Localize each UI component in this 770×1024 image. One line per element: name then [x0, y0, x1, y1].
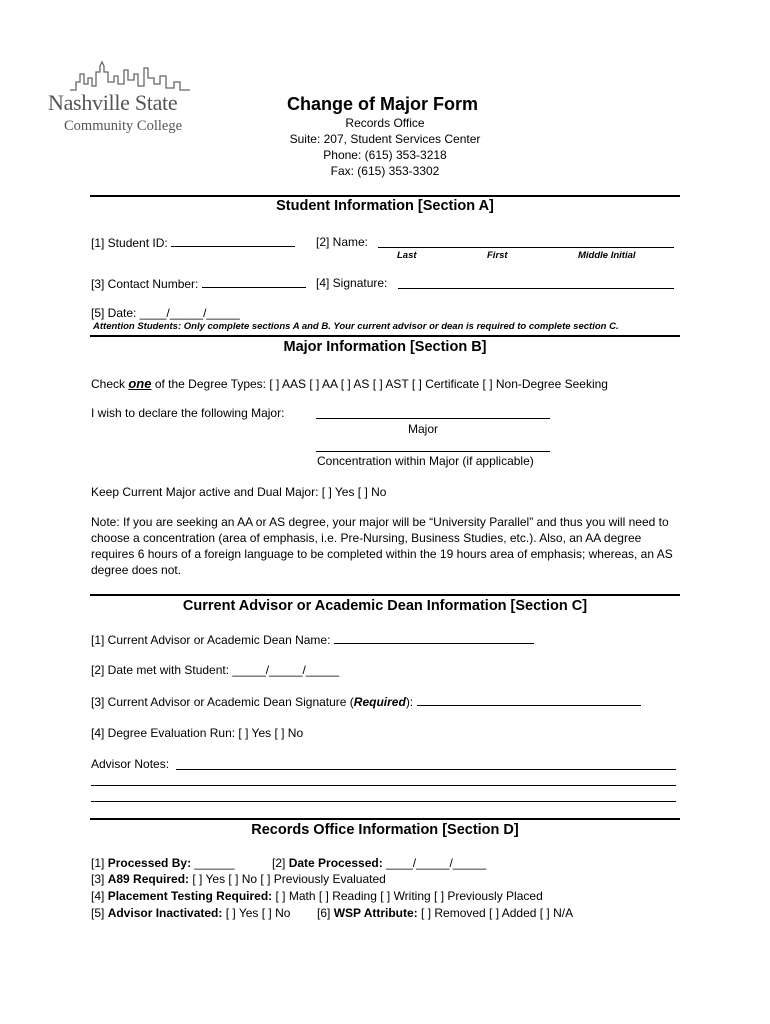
degree-type-line — [91, 376, 608, 391]
attention-note: Attention Students: Only complete sections A and B. Your current advisor or dean is required to complete section C. — [93, 321, 619, 332]
inactivated-label: Advisor Inactivated: — [107, 906, 223, 920]
advisor-signature-suffix: ): — [405, 695, 414, 709]
advisor-notes-line-3[interactable] — [91, 801, 676, 802]
check-one-emphasis: one — [128, 376, 152, 391]
student-id-blank[interactable] — [171, 235, 295, 247]
advisor-signature-field[interactable] — [91, 694, 641, 709]
declare-major-label: I wish to declare the following Major: — [91, 406, 285, 420]
wsp-row — [317, 906, 573, 920]
contact-number-label: [3] Contact Number: — [91, 277, 199, 291]
wsp-label: WSP Attribute: — [333, 906, 418, 920]
contact-number-field[interactable] — [91, 276, 306, 291]
degree-evaluation-options[interactable]: [4] Degree Evaluation Run: [ ] Yes [ ] No — [91, 726, 304, 740]
inactivated-num: [5] — [91, 906, 105, 920]
advisor-name-label: [1] Current Advisor or Academic Dean Name: — [91, 633, 331, 647]
student-id-label: [1] Student ID: — [91, 236, 168, 250]
office-phone: Phone: (615) 353-3218 — [323, 148, 447, 162]
advisor-name-blank[interactable] — [334, 632, 534, 644]
advisor-notes-line-2[interactable] — [91, 785, 676, 786]
student-signature-label: [4] Signature: — [316, 276, 388, 290]
date-processed-blank[interactable]: ____/_____/_____ — [386, 856, 487, 870]
check-prefix: Check — [91, 377, 126, 391]
student-signature-blank[interactable] — [398, 288, 674, 289]
degree-type-options[interactable]: of the Degree Types: [ ] AAS [ ] AA [ ] AS [ ] AST [ ] Certificate [ ] Non-Degree Seeking — [154, 377, 608, 391]
inactivated-options[interactable]: [ ] Yes [ ] No — [225, 906, 291, 920]
major-caption: Major — [408, 422, 439, 436]
concentration-blank[interactable] — [316, 451, 550, 452]
wsp-options[interactable]: [ ] Removed [ ] Added [ ] N/A — [421, 906, 574, 920]
section-c-rule — [90, 594, 680, 596]
advisor-signature-blank[interactable] — [417, 694, 641, 706]
placement-num: [4] — [91, 889, 105, 903]
name-last-caption: Last — [397, 250, 417, 261]
date-met-field[interactable]: [2] Date met with Student: _____/_____/_____ — [91, 663, 340, 677]
a89-options[interactable]: [ ] Yes [ ] No [ ] Previously Evaluated — [192, 872, 386, 886]
dual-major-options[interactable]: Keep Current Major active and Dual Major: [ ] Yes [ ] No — [91, 485, 387, 499]
office-name: Records Office — [345, 116, 425, 130]
advisor-signature-prefix: [3] Current Advisor or Academic Dean Signature ( — [91, 695, 354, 709]
processed-by-num: [1] — [91, 856, 105, 870]
date-processed-label: Date Processed: — [288, 856, 383, 870]
processed-by-label: Processed By: — [107, 856, 192, 870]
office-fax: Fax: (615) 353-3302 — [330, 164, 440, 178]
degree-note: Note: If you are seeking an AA or AS degree, your major will be “University Parallel” and thus you will need to choose a concentration (area of emphasis, i.e. Pre-Nursing, Business Studies, etc.). Also, an AA degree requires 6 hours of a foreign language to be completed within the 19 hours area of emphasis; whereas, an AS degree does not. — [91, 515, 673, 577]
advisor-notes-label: Advisor Notes: — [91, 757, 170, 771]
processed-by-row — [91, 856, 234, 870]
logo-subname: Community College — [64, 118, 183, 134]
a89-num: [3] — [91, 872, 105, 886]
date-processed-row — [272, 856, 486, 870]
wsp-num: [6] — [317, 906, 331, 920]
a89-label: A89 Required: — [107, 872, 190, 886]
section-a-rule — [90, 195, 680, 197]
placement-row — [91, 889, 543, 903]
a89-row — [91, 872, 386, 886]
section-b-title: Major Information [Section B] — [283, 339, 487, 355]
section-a-title: Student Information [Section A] — [276, 198, 494, 214]
name-first-caption: First — [487, 250, 508, 261]
office-suite: Suite: 207, Student Services Center — [289, 132, 481, 146]
name-middle-caption: Middle Initial — [578, 250, 636, 261]
form-title: Change of Major Form — [287, 94, 479, 114]
name-label: [2] Name: — [316, 235, 369, 249]
advisor-signature-required: Required — [353, 695, 406, 709]
processed-by-blank[interactable]: ______ — [194, 856, 235, 870]
inactivated-row — [91, 906, 290, 920]
date-processed-num: [2] — [272, 856, 286, 870]
major-blank[interactable] — [316, 418, 550, 419]
concentration-caption: Concentration within Major (if applicable) — [317, 454, 534, 468]
placement-label: Placement Testing Required: — [107, 889, 273, 903]
placement-options[interactable]: [ ] Math [ ] Reading [ ] Writing [ ] Previously Placed — [275, 889, 543, 903]
advisor-name-field[interactable] — [91, 632, 534, 647]
name-blank[interactable] — [378, 247, 674, 248]
section-d-title: Records Office Information [Section D] — [251, 822, 519, 838]
skyline-icon — [70, 60, 190, 92]
student-id-field[interactable] — [91, 235, 295, 250]
section-b-rule — [90, 335, 680, 337]
contact-number-blank[interactable] — [202, 276, 306, 288]
section-c-title: Current Advisor or Academic Dean Information [Section C] — [182, 598, 588, 614]
logo-name: Nashville State — [48, 90, 178, 115]
advisor-notes-line-1[interactable] — [176, 769, 676, 770]
date-field[interactable]: [5] Date: ____/_____/_____ — [91, 306, 240, 320]
section-d-rule — [90, 818, 680, 820]
